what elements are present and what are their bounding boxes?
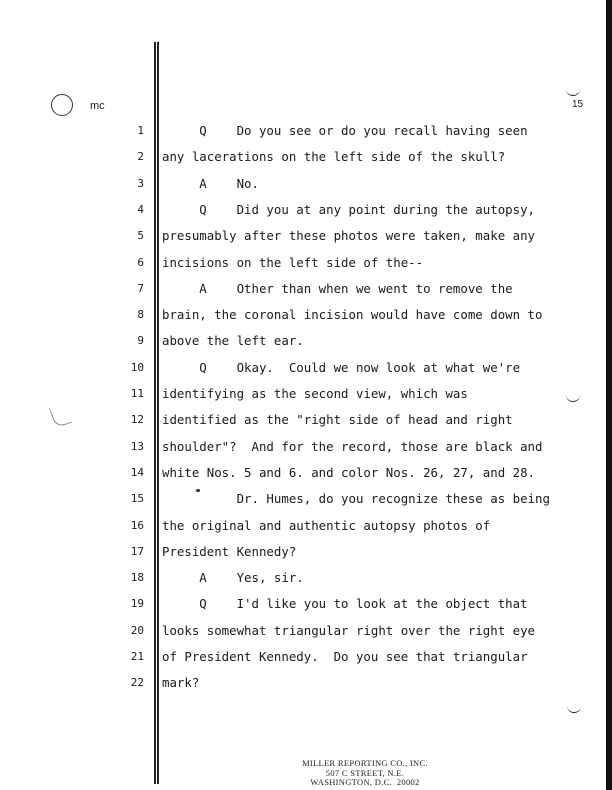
line-number: 19 bbox=[130, 597, 144, 611]
transcript-line bbox=[0, 545, 612, 571]
transcript-line bbox=[0, 571, 612, 597]
line-number: 20 bbox=[130, 623, 144, 637]
line-text: brain, the coronal incision would have come down to bbox=[162, 307, 543, 323]
line-text: President Kennedy? bbox=[162, 543, 297, 559]
line-text: identifying as the second view, which was bbox=[162, 386, 468, 401]
check-mark-icon bbox=[566, 87, 580, 96]
line-number: 14 bbox=[130, 465, 144, 479]
line-number: 10 bbox=[130, 360, 144, 374]
line-number: 2 bbox=[137, 150, 144, 164]
line-number: 17 bbox=[130, 544, 144, 558]
transcript-line bbox=[0, 229, 612, 255]
transcript-line bbox=[0, 650, 612, 676]
transcript-line bbox=[0, 387, 612, 413]
line-number: 15 bbox=[130, 492, 144, 506]
transcript-line bbox=[0, 492, 612, 518]
line-number: 11 bbox=[130, 387, 144, 400]
line-text: Q Okay. Could we now look at what we're bbox=[162, 359, 521, 375]
transcript-line bbox=[0, 624, 612, 650]
line-number: 16 bbox=[130, 518, 144, 532]
line-text: identified as the "right side of head and right bbox=[162, 412, 513, 428]
line-text: mark? bbox=[162, 675, 200, 691]
line-text: above the left ear. bbox=[162, 333, 304, 349]
transcript-line bbox=[0, 413, 612, 439]
transcript-line bbox=[0, 124, 612, 150]
transcript-line bbox=[0, 519, 612, 545]
line-text: A No. bbox=[162, 175, 259, 191]
transcript-line bbox=[0, 177, 612, 203]
line-text: of President Kennedy. Do you see that triangular bbox=[162, 649, 528, 664]
line-text: Q Do you see or do you recall having seen bbox=[162, 123, 528, 138]
transcript-line bbox=[0, 361, 612, 387]
transcript-line bbox=[0, 203, 612, 229]
line-text: white Nos. 5 and 6. and color Nos. 26, 27, and 28. bbox=[162, 464, 535, 480]
reporter-footer bbox=[250, 759, 480, 788]
transcript-line bbox=[0, 597, 612, 623]
check-mark-icon bbox=[567, 704, 581, 713]
line-text: looks somewhat triangular right over the right eye bbox=[162, 622, 535, 638]
punch-hole-icon bbox=[51, 94, 73, 116]
transcript-line bbox=[0, 150, 612, 176]
footer-street: 507 C STREET, N.E. bbox=[325, 767, 405, 778]
line-number: 6 bbox=[137, 255, 144, 269]
line-number: 12 bbox=[130, 413, 144, 427]
line-number: 18 bbox=[130, 571, 144, 585]
transcript-line bbox=[0, 308, 612, 334]
line-text: presumably after these photos were taken, make any bbox=[162, 228, 535, 244]
line-text: any lacerations on the left side of the skull? bbox=[162, 149, 506, 165]
line-number: 1 bbox=[137, 124, 144, 137]
transcript-line bbox=[0, 256, 612, 282]
line-text: A Other than when we went to remove the bbox=[162, 280, 513, 296]
line-text: A Yes, sir. bbox=[162, 570, 304, 586]
line-number: 4 bbox=[137, 202, 144, 216]
transcript-line bbox=[0, 334, 612, 360]
line-number: 22 bbox=[130, 676, 144, 690]
line-number: 8 bbox=[137, 308, 144, 322]
footer-city: WASHINGTON, D.C. 20002 bbox=[310, 777, 420, 787]
line-text: the original and authentic autopsy photos of bbox=[162, 517, 491, 533]
transcript-line bbox=[0, 282, 612, 308]
line-number: 3 bbox=[137, 176, 144, 190]
line-number: 21 bbox=[130, 650, 144, 663]
line-text: incisions on the left side of the-- bbox=[162, 254, 424, 270]
line-number: 9 bbox=[137, 334, 144, 348]
line-text: Q I'd like you to look at the object that bbox=[162, 596, 528, 612]
line-text: Dr. Humes, do you recognize these as being bbox=[162, 491, 550, 507]
footer-company: MILLER REPORTING CO., INC. bbox=[302, 758, 428, 768]
reporter-initials: mc bbox=[90, 100, 105, 112]
line-number: 5 bbox=[137, 229, 144, 243]
transcript-line bbox=[0, 440, 612, 466]
line-text: shoulder"? And for the record, those are black and bbox=[162, 438, 543, 454]
line-number: 7 bbox=[137, 281, 144, 295]
page-number: 15 bbox=[572, 99, 584, 110]
line-text: Q Did you at any point during the autopsy, bbox=[162, 201, 535, 217]
transcript-line bbox=[0, 466, 612, 492]
line-number: 13 bbox=[130, 439, 144, 453]
transcript-line bbox=[0, 676, 612, 702]
